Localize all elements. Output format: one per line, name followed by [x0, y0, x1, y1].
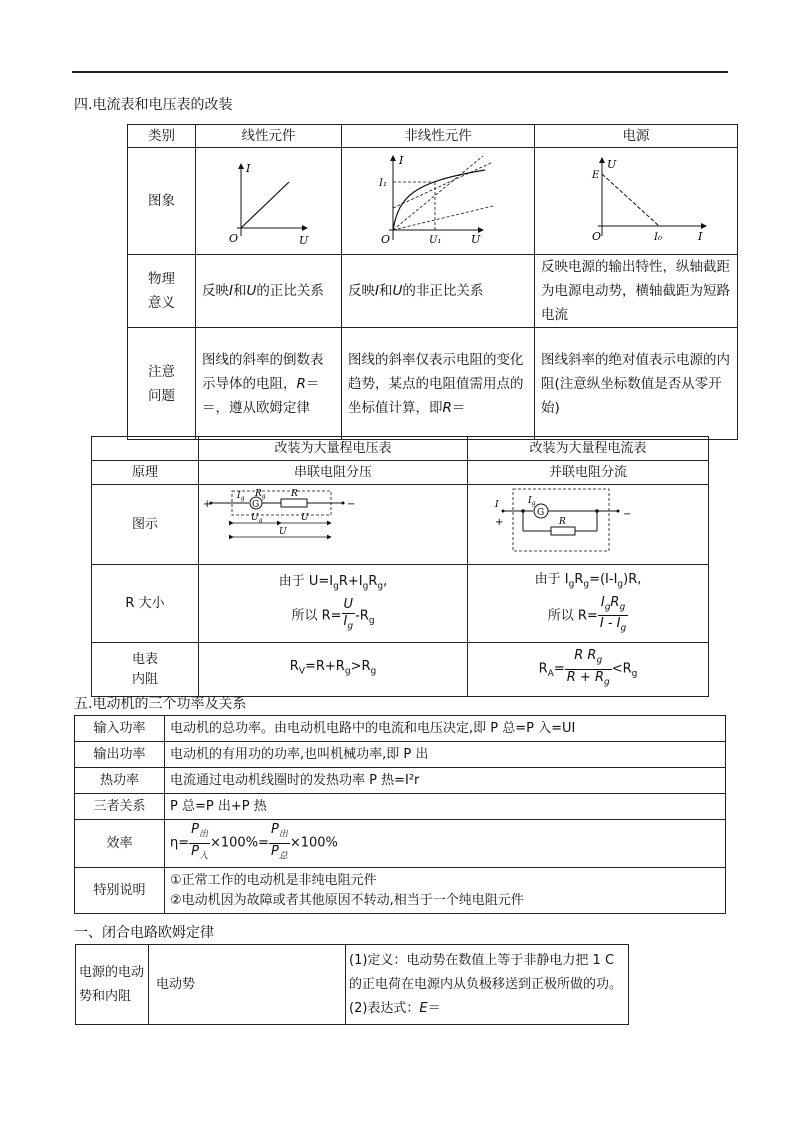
- axis-label-i: I: [245, 162, 250, 175]
- ig-label: $I_g$: [237, 491, 245, 502]
- graph-table: [127, 124, 738, 440]
- emf-col2: 电动势: [149, 945, 346, 1025]
- motor-row-text: P 总=P 出+P 热: [165, 794, 726, 820]
- section1-title: 一、闭合电路欧姆定律: [74, 925, 214, 941]
- note-nonlinear: 图线的斜率仅表示电阻的变化趋势，某点的电阻值需用点的坐标值计算，即R＝: [342, 328, 535, 440]
- motor-table: [74, 715, 726, 914]
- axis-label-i: I: [399, 154, 404, 167]
- node: [595, 509, 599, 513]
- nonlinear-curve: [393, 170, 485, 230]
- g-label: G: [252, 500, 260, 510]
- efficiency-label: 效率: [75, 820, 165, 868]
- r-current-line2: 所以 R= $\frac{I_gR_g}{I - I_g}$: [547, 594, 627, 634]
- minus-label: −: [347, 499, 356, 510]
- r-label: R: [559, 517, 566, 527]
- note-linear: 图线的斜率的倒数表示导体的电阻，R＝ ＝，遵从欧姆定律: [196, 328, 342, 440]
- label-u1: U₁: [429, 235, 442, 246]
- axis-label-u: U: [298, 234, 308, 246]
- source-line: [602, 174, 659, 226]
- plus-label: +: [495, 517, 504, 528]
- plus-label: +: [203, 499, 212, 510]
- principle-current: 并联电阻分流: [468, 461, 709, 485]
- efficiency-formula: η= $\frac{P_出}{P_入}$ ×100%= $\frac{P_出}{P_总}$ ×100%: [165, 820, 726, 868]
- meter-header-empty: [92, 437, 199, 461]
- nonlinear-graph: [342, 148, 535, 255]
- row-principle-label: 原理: [92, 461, 199, 485]
- header-source: 电源: [535, 125, 738, 148]
- motor-row-text: 电动机的总功率。由电动机电路中的电流和电压决定,即 P 总=P 入=UI: [165, 716, 726, 742]
- section4-title: 四.电流表和电压表的改装: [74, 97, 233, 113]
- linear-graph: [196, 148, 342, 255]
- tangent-line-2: [393, 162, 493, 208]
- internal-current: $R_A=$ $\frac{R R_g}{R + R_g}$ $<R_g$: [468, 643, 709, 697]
- ug-label: $U_g$: [251, 513, 263, 524]
- resistor: [281, 499, 307, 507]
- meaning-source: 反映电源的输出特性，纵轴截距为电源电动势，横轴截距为短路电流: [535, 255, 738, 328]
- row-internal-label: 电表 内阻: [92, 643, 199, 697]
- origin-label: O: [381, 233, 391, 246]
- header-category: 类别: [128, 125, 196, 148]
- meter-table: [91, 436, 709, 697]
- source-graph: [535, 148, 738, 255]
- row-image-label: 图象: [128, 148, 196, 255]
- g-label: G: [537, 508, 545, 518]
- terminal: [617, 510, 620, 513]
- label-e: E: [592, 170, 600, 181]
- motor-row-text: 电动机的有用功的功率,也叫机械功率,即 P 出: [165, 742, 726, 768]
- axis-label-u: U: [607, 158, 617, 171]
- rg-label: $R_g$: [255, 489, 266, 500]
- r-current-line1: 由于 $I_gR_g=(I-I_g)R$,: [534, 572, 642, 590]
- internal-voltage: $R_V=R+R_g>R_g$: [199, 643, 468, 697]
- ur-label: U: [301, 513, 309, 523]
- header-voltage: 改装为大量程电压表: [199, 437, 468, 461]
- r-current: [468, 565, 709, 643]
- r-voltage-line1: 由于 $U=I_gR+I_gR_g$,: [278, 574, 388, 592]
- special-label: 特别说明: [75, 868, 165, 914]
- emf-definition: (1)定义：电动势在数值上等于非静电力把 1 C 的正电荷在电源内从负极移送到正极所做的功。 (2)表达式：E＝: [346, 945, 629, 1025]
- row-diagram-label: 图示: [92, 485, 199, 565]
- r-voltage: [199, 565, 468, 643]
- origin-label: O: [592, 230, 602, 243]
- u-label: U: [279, 527, 287, 537]
- axis-label-i: I: [698, 230, 703, 243]
- section5-title: 五.电动机的三个功率及关系: [74, 696, 247, 712]
- motor-row-label: 输出功率: [75, 742, 165, 768]
- axis-label-u: U: [471, 233, 481, 246]
- tangent-line-3: [393, 206, 493, 230]
- terminal: [502, 510, 505, 513]
- motor-row-text: 电流通过电动机线圈时的发热功率 P 热=I²r: [165, 768, 726, 794]
- motor-row-label: 三者关系: [75, 794, 165, 820]
- motor-row-label: 热功率: [75, 768, 165, 794]
- r-voltage-line2: 所以 R= $\frac{U}{I_g}$ $-R_g$: [291, 597, 375, 632]
- header-nonlinear: 非线性元件: [342, 125, 535, 148]
- origin-label: O: [228, 232, 238, 245]
- i-label: I: [495, 500, 499, 510]
- top-rule: [72, 71, 728, 73]
- emf-col1: 电源的电动势和内阻: [76, 945, 149, 1025]
- row-meaning-label: 物理 意义: [128, 255, 196, 328]
- header-linear: 线性元件: [196, 125, 342, 148]
- special-text: ①正常工作的电动机是非纯电阻元件 ②电动机因为故障或者其他原因不转动,相当于一个纯电阻元件: [165, 868, 726, 914]
- header-current: 改装为大量程电流表: [468, 437, 709, 461]
- r-label: R: [291, 489, 298, 499]
- meaning-nonlinear: 反映I和U的非正比关系: [342, 255, 535, 328]
- row-note-label: 注意 问题: [128, 328, 196, 440]
- meaning-linear: 反映I和U的正比关系: [196, 255, 342, 328]
- label-i1: I₁: [379, 178, 387, 189]
- ig-label: $I_g$: [528, 496, 536, 507]
- note-source: 图线斜率的绝对值表示电源的内阻(注意纵坐标数值是否从零开始): [535, 328, 738, 440]
- current-circuit: [468, 485, 709, 565]
- motor-row-label: 输入功率: [75, 716, 165, 742]
- node: [521, 509, 525, 513]
- linear-line: [241, 182, 289, 228]
- emf-table: [75, 944, 629, 1025]
- principle-voltage: 串联电阻分压: [199, 461, 468, 485]
- minus-label: −: [623, 509, 632, 520]
- terminal: [342, 502, 345, 505]
- row-r-label: R 大小: [92, 565, 199, 643]
- label-i0: I₀: [654, 232, 662, 243]
- voltage-circuit: [199, 485, 468, 565]
- resistor: [551, 527, 575, 535]
